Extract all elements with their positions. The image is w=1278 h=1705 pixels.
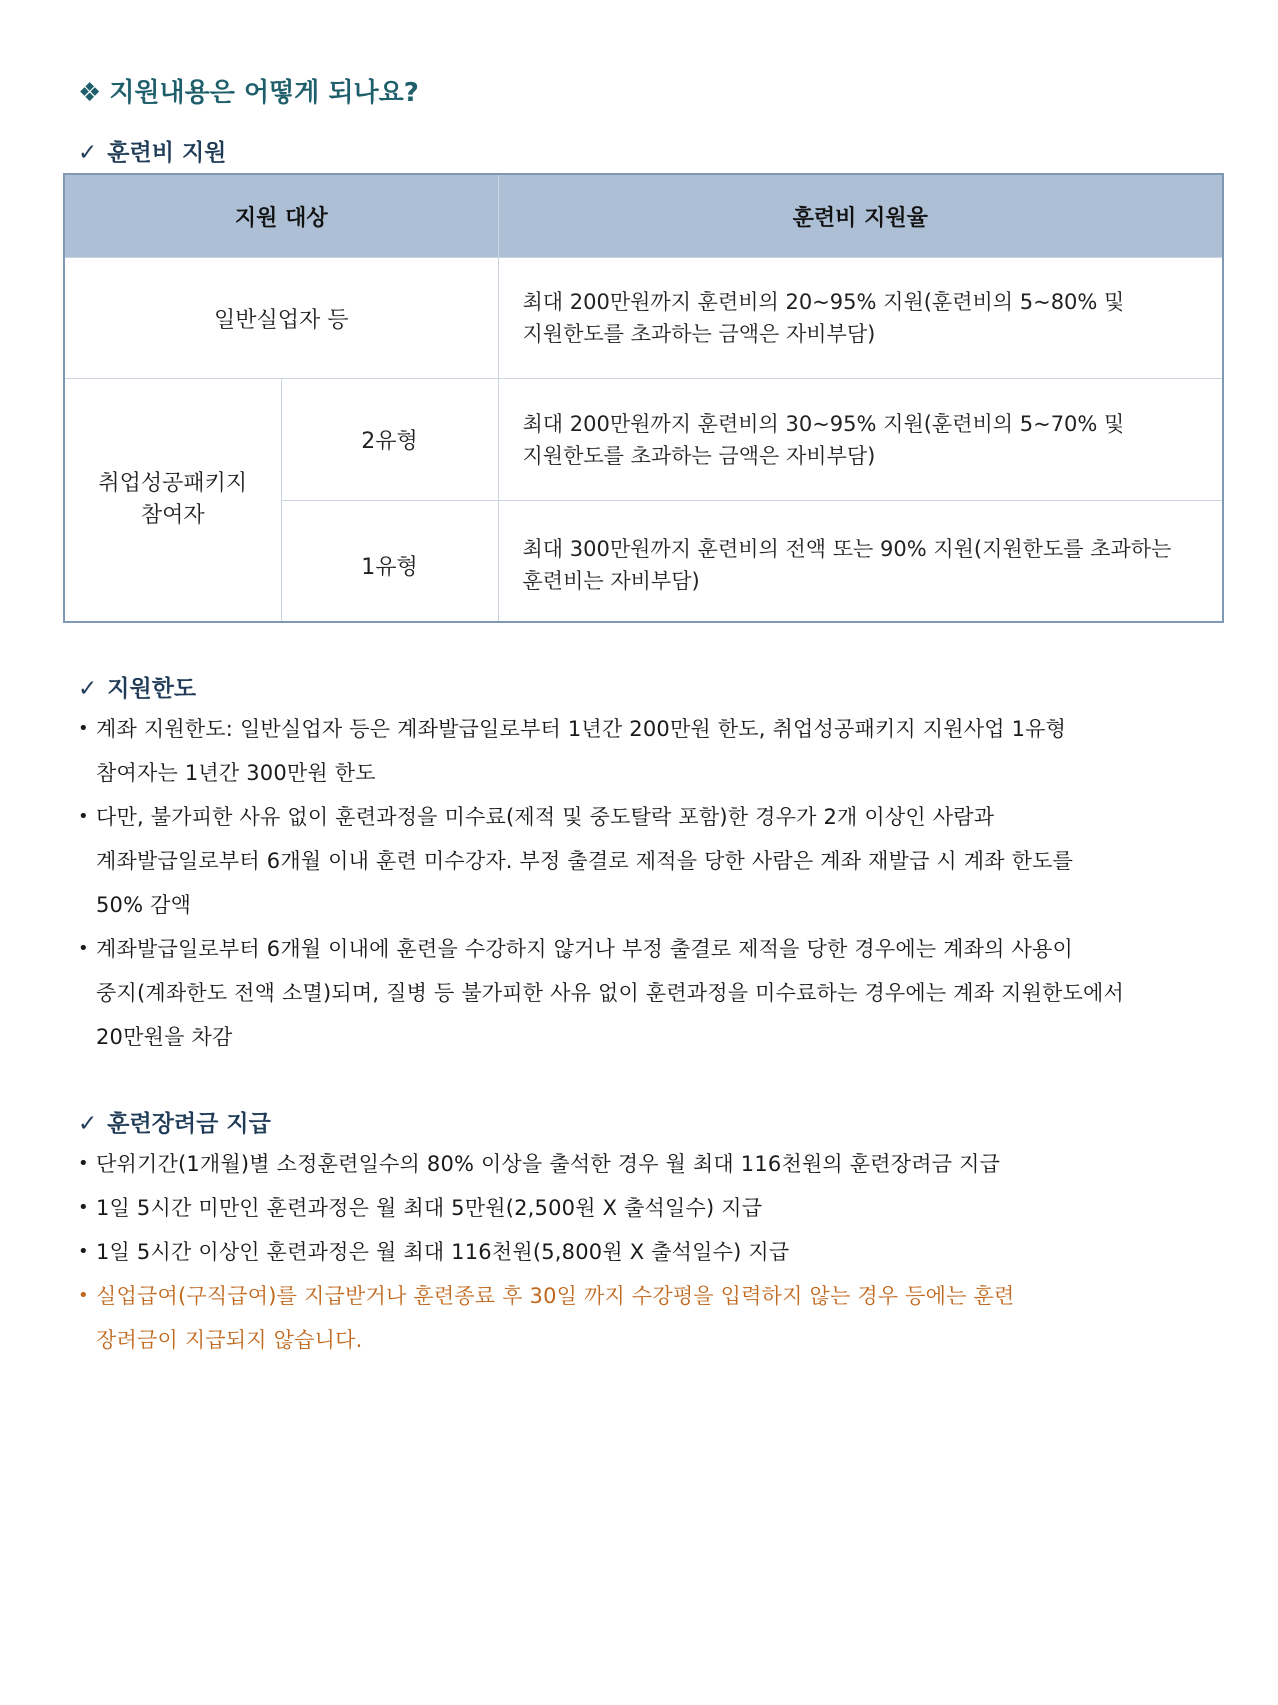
- warning-list-item: • 실업급여(구직급여)를 지급받거나 훈련종료 후 30일 까지 수강평을 입력하지 않는 경우 등에는 훈련 장려금이 지급되지 않습니다.: [78, 1274, 1258, 1362]
- header-target: 지원 대상: [64, 174, 498, 258]
- rate-type1: 최대 300만원까지 훈련비의 전액 또는 90% 지원(지원한도를 초과하는 훈련비는 자비부담): [498, 501, 1223, 622]
- support-limit-list: [78, 707, 1258, 1059]
- target-package: 취업성공패키지 참여자: [64, 379, 281, 622]
- header-rate: 훈련비 지원율: [498, 174, 1223, 258]
- list-item: • 1일 5시간 미만인 훈련과정은 월 최대 5만원(2,500원 X 출석일수) 지급: [78, 1186, 1258, 1230]
- subtype-1: 1유형: [281, 501, 498, 622]
- rate-type2: 최대 200만원까지 훈련비의 30~95% 지원(훈련비의 5~70% 및 지원한도를 초과하는 금액은 자비부담): [498, 379, 1223, 501]
- target-general: 일반실업자 등: [64, 258, 498, 379]
- subtype-2: 2유형: [281, 379, 498, 501]
- section-title-support-limit: ✓ 지원한도: [78, 676, 197, 702]
- section-title-training-cost: ✓ 훈련비 지원: [78, 140, 227, 166]
- checkmark-icon: ✓: [78, 676, 98, 702]
- list-item: • 1일 5시간 이상인 훈련과정은 월 최대 116천원(5,800원 X 출석일수) 지급: [78, 1230, 1258, 1274]
- table-row: [64, 258, 1223, 379]
- checkmark-icon: ✓: [78, 1111, 98, 1137]
- table-row: [64, 379, 1223, 501]
- table-header-row: [64, 174, 1223, 258]
- incentive-list: [78, 1142, 1258, 1362]
- list-item: • 다만, 불가피한 사유 없이 훈련과정을 미수료(제적 및 중도탈락 포함)한 경우가 2개 이상인 사람과 계좌발급일로부터 6개월 이내 훈련 미수강자. 부정 출결로 제적을 당한 사람은 계좌 재발급 시 계좌 한도를 50% 감액: [78, 795, 1258, 927]
- rate-general: 최대 200만원까지 훈련비의 20~95% 지원(훈련비의 5~80% 및 지원한도를 초과하는 금액은 자비부담): [498, 258, 1223, 379]
- page-title: ❖ 지원내용은 어떻게 되나요?: [78, 78, 419, 108]
- list-item: • 단위기간(1개월)별 소정훈련일수의 80% 이상을 출석한 경우 월 최대 116천원의 훈련장려금 지급: [78, 1142, 1258, 1186]
- support-table: [63, 173, 1224, 623]
- list-item: • 계좌 지원한도: 일반실업자 등은 계좌발급일로부터 1년간 200만원 한도, 취업성공패키지 지원사업 1유형 참여자는 1년간 300만원 한도: [78, 707, 1258, 795]
- checkmark-icon: ✓: [78, 140, 98, 166]
- section-title-incentive: ✓ 훈련장려금 지급: [78, 1111, 271, 1137]
- diamond-bullet-icon: ❖: [78, 78, 102, 108]
- list-item: • 계좌발급일로부터 6개월 이내에 훈련을 수강하지 않거나 부정 출결로 제적을 당한 경우에는 계좌의 사용이 중지(계좌한도 전액 소멸)되며, 질병 등 불가피한 사유 없이 훈련과정을 미수료하는 경우에는 계좌 지원한도에서 20만원을 차감: [78, 927, 1258, 1059]
